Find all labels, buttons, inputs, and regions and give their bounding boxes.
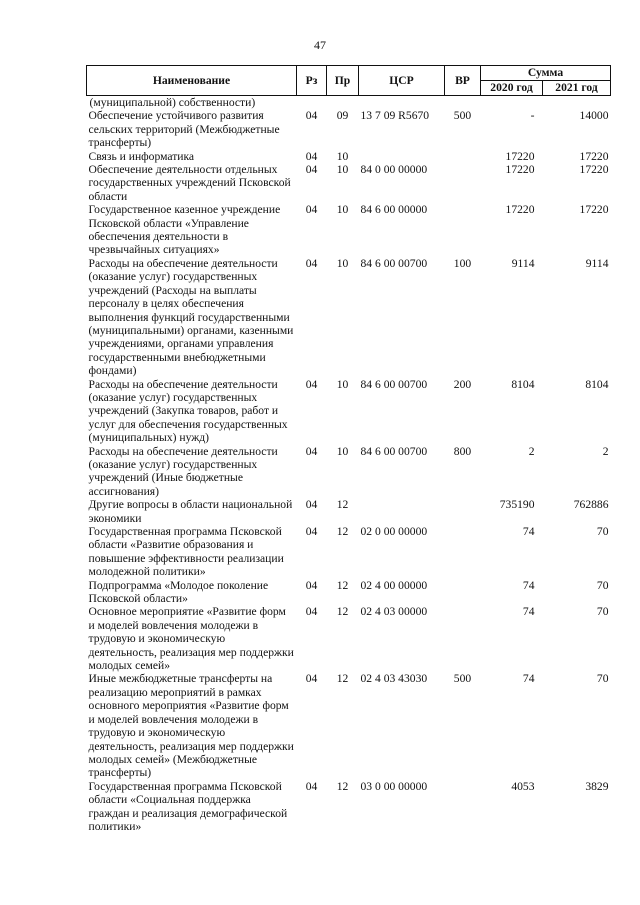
row-pr: 12 [336, 498, 349, 512]
row-rz: 04 [305, 203, 318, 217]
row-sum-2020: 74 [522, 578, 535, 592]
row-name: Иные межбюджетные трансферты на реализацию мероприятий в рамках основного мероприятия «Развитие форм и моделей вовлечения молодежи в трудовую и экономическую деятельность, реализация мер поддержки молодых семей» (Межбюджетные трансферты) [88, 672, 294, 780]
row-rz: 04 [305, 578, 318, 592]
row-csr: 02 4 00 00000 [360, 578, 428, 592]
table-row [87, 257, 611, 378]
row-vr [445, 605, 481, 672]
row-sum-2020 [481, 96, 543, 110]
header-year-2021: 2021 год [543, 81, 611, 96]
row-vr: 500 [453, 109, 472, 123]
row-vr: 100 [453, 256, 472, 270]
row-csr [359, 96, 445, 110]
row-name: (муниципальной) собственности) [89, 96, 256, 109]
row-vr [445, 579, 481, 606]
row-csr [359, 150, 445, 163]
row-name: Основное мероприятие «Развитие форм и моделей вовлечения молодежи в трудовую и экономическую деятельность, реализация мер поддержки молодых семей» [88, 605, 294, 673]
row-vr [445, 163, 481, 203]
row-sum-2020: 2 [528, 444, 535, 458]
row-rz: 04 [305, 149, 318, 163]
row-csr: 02 4 03 00000 [360, 605, 428, 619]
row-rz [297, 96, 327, 110]
header-csr: ЦСР [359, 66, 445, 96]
header-sum: Сумма [481, 66, 611, 81]
row-sum-2020: 9114 [511, 256, 535, 270]
row-sum-2020: 4053 [511, 779, 535, 793]
table-body [87, 96, 611, 834]
table-row [87, 150, 611, 163]
row-vr: 200 [453, 377, 472, 391]
row-sum-2020: 74 [522, 672, 535, 686]
row-csr: 84 0 00 00000 [360, 163, 428, 177]
row-pr [327, 96, 359, 110]
row-vr [445, 780, 481, 834]
row-sum-2021: 17220 [579, 163, 609, 177]
row-name: Обеспечение деятельности отдельных государственных учреждений Псковской области [88, 163, 291, 203]
row-pr: 12 [336, 525, 349, 538]
row-vr [445, 96, 481, 110]
page-number: 47 [314, 38, 326, 52]
table-row [87, 163, 611, 203]
row-pr: 12 [336, 672, 349, 686]
row-csr [359, 498, 445, 525]
row-csr: 02 0 00 00000 [360, 525, 428, 538]
row-vr [445, 525, 481, 579]
header-name: Наименование [87, 66, 297, 96]
header-vr: ВР [445, 66, 481, 96]
row-pr: 12 [336, 578, 349, 592]
table-row [87, 378, 611, 445]
row-sum-2020: 74 [522, 525, 535, 538]
row-name: Другие вопросы в области национальной экономики [88, 498, 293, 525]
row-csr: 84 6 00 00700 [360, 256, 428, 270]
row-name: Расходы на обеспечение деятельности (оказание услуг) государственных учреждений (Расходы на выплаты персоналу в целях обеспечения выполнения функций государственными (муниципальными) органами, казенными учреждениями, органами управления государственными внебюджетными фондами) [88, 256, 294, 378]
row-sum-2021: 17220 [579, 149, 609, 163]
row-vr [445, 150, 481, 163]
row-sum-2021: 8104 [585, 377, 609, 391]
row-sum-2020: 74 [522, 605, 535, 619]
row-name: Государственное казенное учреждение Псковской области «Управление обеспечения деятельности в чрезвычайных ситуациях» [88, 203, 281, 257]
budget-table [86, 65, 611, 833]
row-name: Государственная программа Псковской области «Социальная поддержка граждан и реализация демографической политики» [88, 779, 288, 833]
row-sum-2021: 3829 [585, 779, 609, 793]
row-pr: 10 [336, 256, 349, 270]
table-row [87, 579, 611, 606]
row-sum-2021: 70 [596, 605, 609, 619]
row-name: Расходы на обеспечение деятельности (оказание услуг) государственных учреждений (Закупка товаров, работ и услуг для обеспечения государственных (муниципальных) нужд) [88, 377, 288, 445]
table-row [87, 498, 611, 525]
table-row [87, 109, 611, 149]
row-rz: 04 [305, 256, 318, 270]
row-pr: 10 [336, 163, 349, 177]
row-pr: 10 [336, 444, 349, 458]
row-csr: 02 4 03 43030 [360, 672, 428, 686]
row-name: Расходы на обеспечение деятельности (оказание услуг) государственных учреждений (Иные бюджетные ассигнования) [88, 444, 278, 498]
row-sum-2020: 735190 [499, 498, 535, 512]
table-row [87, 445, 611, 499]
row-rz: 04 [305, 672, 318, 686]
row-pr: 12 [336, 779, 349, 793]
header-rz: Рз [297, 66, 327, 96]
row-sum-2020: 8104 [511, 377, 535, 391]
row-csr: 84 6 00 00000 [360, 203, 428, 217]
row-sum-2021: 762886 [573, 498, 609, 512]
row-sum-2021: 14000 [579, 109, 609, 123]
row-rz: 04 [305, 444, 318, 458]
row-sum-2021: 9114 [585, 256, 609, 270]
table-row [87, 672, 611, 779]
row-name: Подпрограмма «Молодое поколение Псковской области» [88, 578, 269, 606]
table-row [87, 203, 611, 257]
row-sum-2021 [543, 96, 611, 110]
row-sum-2021: 2 [602, 444, 609, 458]
row-sum-2021: 70 [596, 525, 609, 538]
row-rz: 04 [305, 498, 318, 512]
row-rz: 04 [305, 377, 318, 391]
row-sum-2021: 70 [596, 578, 609, 592]
row-sum-2021: 70 [596, 672, 609, 686]
row-pr: 10 [336, 149, 349, 163]
row-sum-2020: 17220 [505, 163, 535, 177]
row-name: Обеспечение устойчивого развития сельских территорий (Межбюджетные трансферты) [88, 109, 280, 150]
row-vr: 800 [453, 444, 472, 458]
row-pr: 10 [336, 377, 349, 391]
row-vr [445, 203, 481, 257]
table-row [87, 605, 611, 672]
row-csr: 84 6 00 00700 [360, 444, 428, 458]
row-sum-2020: - [530, 109, 535, 123]
table-row [87, 96, 611, 110]
row-sum-2020: 17220 [505, 203, 535, 217]
row-vr: 500 [453, 672, 472, 686]
row-rz: 04 [305, 109, 318, 123]
row-rz: 04 [305, 163, 318, 177]
row-csr: 13 7 09 R5670 [360, 109, 430, 123]
row-rz: 04 [305, 605, 318, 619]
row-csr: 03 0 00 00000 [360, 779, 428, 793]
row-rz: 04 [305, 779, 318, 793]
row-sum-2021: 17220 [579, 203, 609, 217]
row-pr: 10 [336, 203, 349, 217]
table-row [87, 525, 611, 579]
header-pr: Пр [327, 66, 359, 96]
table-header [87, 66, 611, 96]
table-row [87, 780, 611, 834]
row-name: Связь и информатика [88, 149, 195, 163]
row-name: Государственная программа Псковской области «Развитие образования и повышение эффективности реализации молодежной политики» [88, 525, 284, 579]
row-vr [445, 498, 481, 525]
row-rz: 04 [305, 525, 318, 538]
row-sum-2020: 17220 [505, 149, 535, 163]
row-pr: 09 [336, 109, 349, 123]
row-pr: 12 [336, 605, 349, 619]
header-year-2020: 2020 год [481, 81, 543, 96]
row-csr: 84 6 00 00700 [360, 377, 428, 391]
